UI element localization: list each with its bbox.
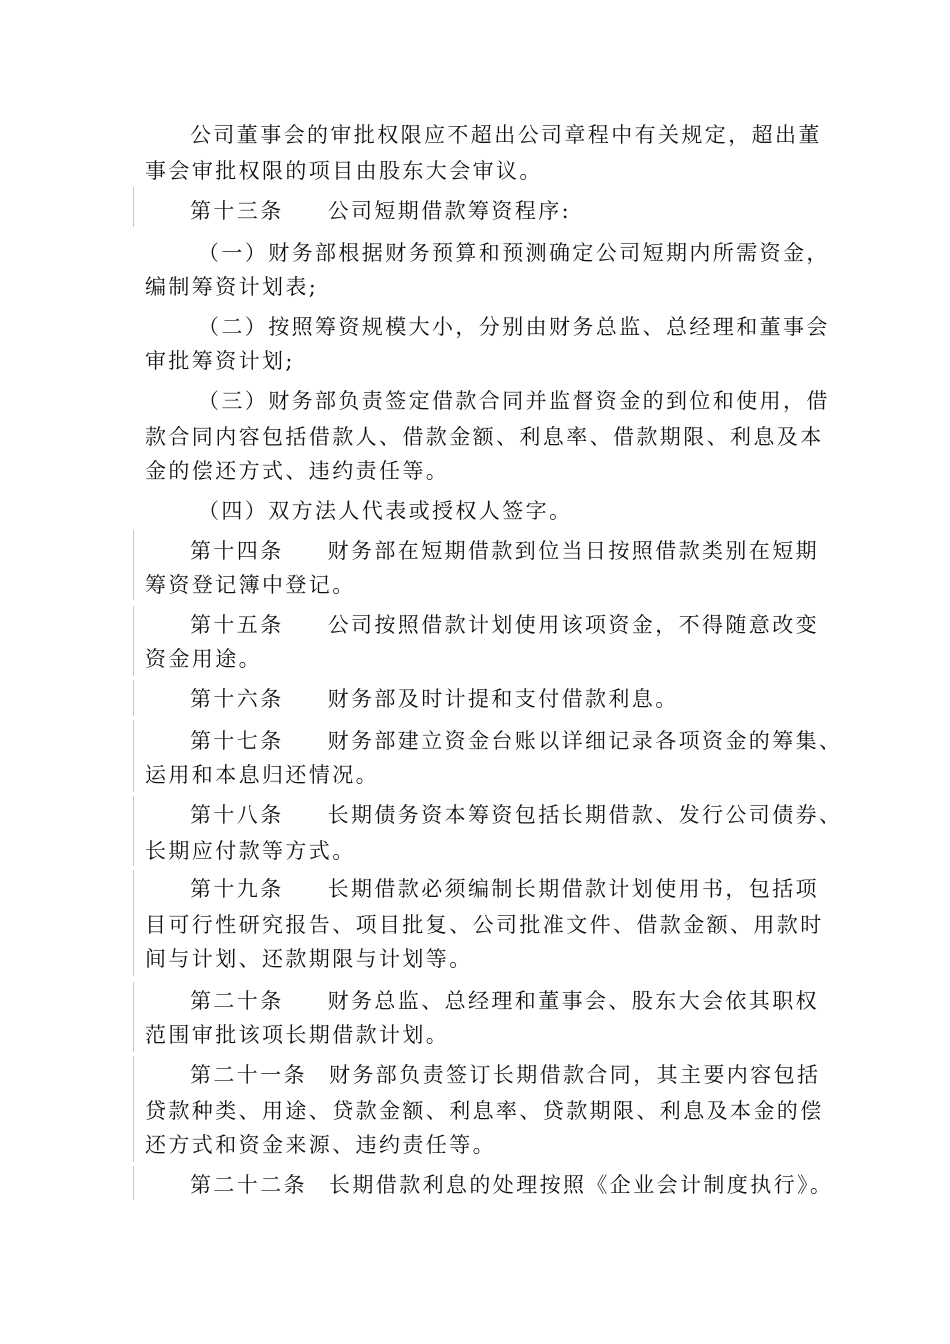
paragraph-line: 长期应付款等方式。 [145, 839, 356, 863]
article-20 [190, 988, 819, 1014]
list-item-line: （三）财务部负责签定借款合同并监督资金的到位和使用，借 [198, 389, 830, 413]
article-text: 财务部在短期借款到位当日按照借款类别在短期 [327, 539, 820, 563]
revision-bar [133, 1166, 134, 1200]
revision-bar [133, 720, 134, 792]
paragraph-line: 运用和本息归还情况。 [145, 763, 379, 787]
article-text: 公司短期借款筹资程序: [327, 199, 572, 223]
list-item-line: （二）按照筹资规模大小，分别由财务总监、总经理和董事会 [198, 315, 830, 339]
list-item-line: 编制筹资计划表; [145, 275, 319, 299]
article-15 [190, 612, 819, 638]
revision-bar [133, 1056, 134, 1162]
list-item-line: （四）双方法人代表或授权人签字。 [198, 499, 573, 523]
paragraph-line: 范围审批该项长期借款计划。 [145, 1023, 450, 1047]
article-label: 第十六条 [190, 687, 284, 711]
article-label: 第十八条 [190, 803, 284, 827]
paragraph-line: 筹资登记簿中登记。 [145, 573, 356, 597]
revision-bar [133, 187, 134, 227]
list-item-line: 审批筹资计划; [145, 349, 295, 373]
article-label: 第十三条 [190, 199, 284, 223]
paragraph-line: 贷款种类、用途、贷款金额、利息率、贷款期限、利息及本金的偿 [145, 1099, 824, 1123]
article-text: 长期借款必须编制长期借款计划使用书，包括项 [327, 877, 820, 901]
article-label: 第十七条 [190, 729, 284, 753]
article-text: 公司按照借款计划使用该项资金，不得随意改变 [327, 613, 820, 637]
list-item-line: 款合同内容包括借款人、借款金额、利息率、借款期限、利息及本 [145, 425, 824, 449]
article-13 [190, 198, 571, 224]
article-label: 第二十二条 [190, 1173, 307, 1197]
revision-bar [133, 982, 134, 1052]
article-text: 财务部及时计提和支付借款利息。 [327, 687, 679, 711]
paragraph-line: 目可行性研究报告、项目批复、公司批准文件、借款金额、用款时 [145, 913, 824, 937]
article-text: 财务部建立资金台账以详细记录各项资金的筹集、 [327, 729, 843, 753]
paragraph-line: 事会审批权限的项目由股东大会审议。 [145, 159, 543, 183]
article-label: 第二十条 [190, 989, 284, 1013]
article-22 [190, 1172, 833, 1198]
article-label: 第二十一条 [190, 1063, 307, 1087]
article-label: 第十五条 [190, 613, 284, 637]
article-label: 第十四条 [190, 539, 284, 563]
revision-bar [133, 606, 134, 676]
article-14 [190, 538, 819, 564]
revision-bar [133, 530, 134, 600]
list-item-line: 金的偿还方式、违约责任等。 [145, 459, 450, 483]
article-text: 财务总监、总经理和董事会、股东大会依其职权 [327, 989, 820, 1013]
article-text: 长期债务资本筹资包括长期借款、发行公司债券、 [327, 803, 843, 827]
revision-bar [133, 680, 134, 716]
article-text: 财务部负责签订长期借款合同，其主要内容包括 [329, 1063, 821, 1087]
paragraph-line: 间与计划、还款期限与计划等。 [145, 947, 473, 971]
article-19 [190, 876, 819, 902]
article-text: 长期借款利息的处理按照《企业会计制度执行》。 [329, 1173, 834, 1197]
revision-bar [133, 870, 134, 976]
article-16 [190, 686, 679, 712]
article-label: 第十九条 [190, 877, 284, 901]
paragraph-line: 资金用途。 [145, 647, 262, 671]
list-item-line: （一）财务部根据财务预算和预测确定公司短期内所需资金， [198, 241, 830, 265]
article-18 [190, 802, 842, 828]
article-21 [190, 1062, 820, 1088]
article-17 [190, 728, 842, 754]
paragraph-line: 公司董事会的审批权限应不超出公司章程中有关规定，超出董 [190, 123, 822, 147]
paragraph-line: 还方式和资金来源、违约责任等。 [145, 1133, 496, 1157]
revision-bar [133, 796, 134, 866]
